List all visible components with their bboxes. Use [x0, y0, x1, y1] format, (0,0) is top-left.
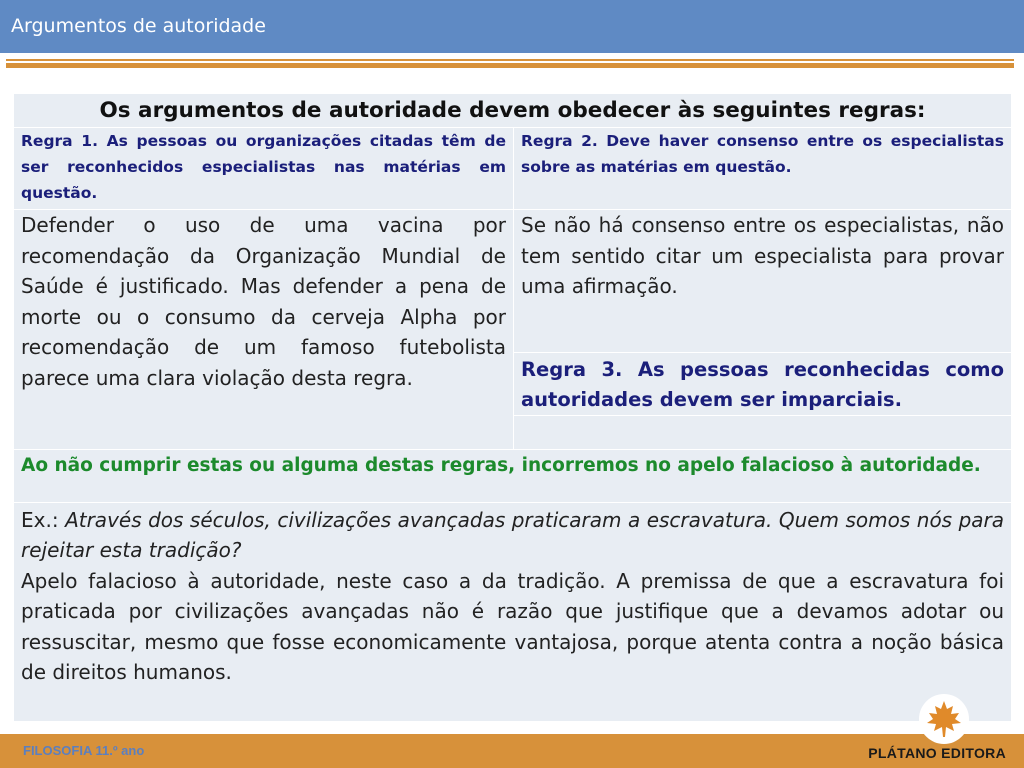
- maple-leaf-icon: [924, 699, 964, 739]
- header-divider-thick: [6, 63, 1014, 68]
- table-title: Os argumentos de autoridade devem obedecer às seguintes regras:: [14, 94, 1012, 128]
- rule-3: Regra 3. As pessoas reconhecidas como autoridades devem ser imparciais.: [514, 353, 1012, 416]
- example-cell: [14, 502, 1012, 721]
- rule-2-example: Se não há consenso entre os especialistas, não tem sentido citar um especialista para provar uma afirmação.: [514, 210, 1012, 353]
- slide-title: Argumentos de autoridade: [11, 15, 266, 37]
- example-prefix: Ex.:: [21, 507, 59, 532]
- empty-cell: [514, 416, 1012, 449]
- rule-1-example: Defender o uso de uma vacina por recomendação da Organização Mundial de Saúde é justificado. Mas defender a pena de morte ou o consumo da cerveja Alpha por recomendação de um famoso futebolista parece uma clara violação desta regra.: [14, 210, 514, 449]
- header-divider-thin: [6, 59, 1014, 61]
- publisher-logo: [919, 694, 969, 744]
- fallacy-note: Ao não cumprir estas ou alguma destas regras, incorremos no apelo falacioso à autoridade.: [14, 449, 1012, 502]
- example-quote: Através dos séculos, civilizações avançadas praticaram a escravatura. Quem somos nós para rejeitar esta tradição?: [21, 507, 1004, 563]
- rules-table: [13, 93, 1012, 722]
- publisher-name: PLÁTANO EDITORA: [868, 745, 1006, 761]
- rule-2: Regra 2. Deve haver consenso entre os especialistas sobre as matérias em questão.: [514, 128, 1012, 210]
- rule-1: Regra 1. As pessoas ou organizações citadas têm de ser reconhecidos especialistas nas matérias em questão.: [14, 128, 514, 210]
- subject-label: FILOSOFIA 11.º ano: [23, 743, 145, 758]
- example-explanation: Apelo falacioso à autoridade, neste caso a da tradição. A premissa de que a escravatura foi praticada por civilizações avançadas não é razão que justifique que a devamos adotar ou ressuscitar, mesmo que fosse economicamente vantajosa, porque atenta contra a noção básica de direitos humanos.: [21, 568, 1004, 685]
